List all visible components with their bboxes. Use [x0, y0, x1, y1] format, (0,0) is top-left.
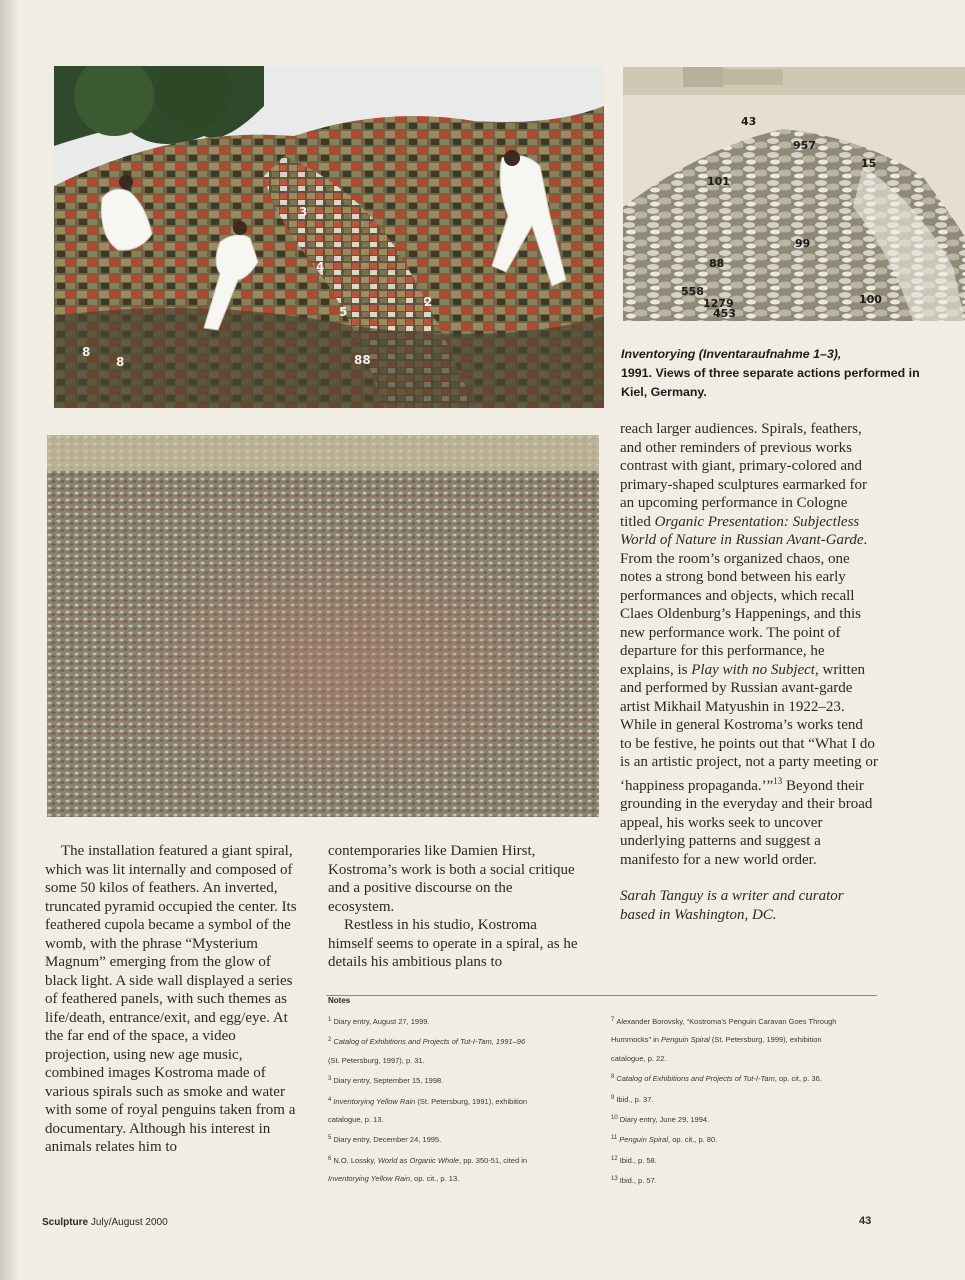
photo-painted-number: 4 [316, 260, 325, 274]
photo-painted-number: 957 [793, 139, 816, 152]
notes-list-left [328, 1011, 593, 1189]
note-text: Alexander Borovsky, “Kostroma’s Penguin Caravan Goes Through [616, 1017, 837, 1026]
note-text: Diary entry, August 27, 1999. [333, 1017, 430, 1026]
photo-painted-number: 88 [354, 353, 371, 367]
note-text: (St. Petersburg, 1991), exhibition [415, 1096, 528, 1106]
photo-numbered-rubble-pile [623, 67, 965, 321]
photo-painted-number: 2 [424, 295, 433, 309]
note-line [611, 1050, 881, 1068]
note-line [328, 1011, 593, 1031]
column-1-paragraph: The installation featured a giant spiral, which was lit internally and composed of some 50 kilos of feathers. An inverted, truncated pyramid occupied the center. Its feathered cupola became a symbol of the womb, with the phrase “Mysterium Magnum” emerging from the glow of black light. A side wall displayed a series of feathered panels, with such themes as life/death, entrance/exit, and egg/eye. At the far end of the space, a video projection, using new age music, combined images Kostroma made of various spirals such as smoke and water with some of royal penguins taken from a documentary. Although his interest in animals relates him to [45, 843, 297, 1155]
article-column-3 [620, 420, 878, 924]
note-line [611, 1109, 881, 1129]
note-line [328, 1091, 593, 1111]
page-footer [42, 1217, 168, 1228]
note-line [611, 1170, 881, 1190]
note-text: World as Organic Whole [377, 1155, 460, 1165]
note-number: 9 [611, 1094, 615, 1101]
article-column-1 [45, 842, 303, 1157]
note-line [611, 1031, 881, 1049]
note-line [328, 1129, 593, 1149]
note-text: Diary entry, June 29, 1994. [619, 1115, 710, 1125]
note-text: , pp. 350-51, cited in [459, 1155, 528, 1165]
note-text: Diary entry, December 24, 1995. [333, 1135, 442, 1145]
magazine-name: Sculpture [42, 1217, 89, 1228]
note-number: 1 [328, 1017, 332, 1023]
notes-list-right [611, 1011, 881, 1191]
photo-painted-number: 100 [859, 293, 882, 306]
photo-painted-number: 101 [707, 175, 730, 188]
photo-painted-number: 99 [795, 237, 811, 250]
column-3-paragraph [620, 420, 878, 869]
page-number: 43 [859, 1215, 872, 1227]
notes-heading: Notes [328, 996, 351, 1005]
column-2-paragraph-1: contemporaries like Damien Hirst, Kostroma’s work is both a social critique and a positive discourse on the ecosystem. [328, 843, 575, 915]
photo-painted-number: 15 [861, 157, 877, 170]
note-number: 13 [611, 1176, 618, 1183]
note-text: Diary entry, September 15, 1998. [333, 1076, 444, 1086]
note-number: 2 [328, 1037, 332, 1044]
footnote-ref-13: 13 [773, 775, 783, 786]
article-column-2 [328, 842, 580, 972]
note-text: Catalog of Exhibitions and Projects of Tut-I-Tam, 1991–96 [333, 1037, 526, 1047]
col3-text-a: reach larger audiences. Spirals, feathers, and other reminders of previous works contrast with giant, primary-colored and primary-shaped sculptures earmarked for an upcoming performance in Cologne titled [620, 421, 867, 530]
photo-caption [621, 345, 921, 402]
col3-text-b: . From the room’s organized chaos, one notes a strong bond between his early performances and objects, which recall Claes Oldenburg’s Happenings, and this new performance work. The point of departure for this performance, he explains, is [620, 532, 868, 678]
col3-work-title-2: Play with no Subject [691, 661, 815, 678]
photo-painted-number: 88 [709, 257, 725, 270]
note-number: 5 [328, 1135, 332, 1142]
photo-painted-number: 8 [116, 355, 125, 369]
col3-work-title-1: Organic Presentation: Subjectless World of Nature in Russian Avant-Garde [620, 513, 864, 548]
author-bio: Sarah Tanguy is a writer and curator based in Washington, DC. [620, 888, 844, 923]
col3-text-d: Beyond their grounding in the everyday and their broad appeal, his works seek to uncover underlying patterns and suggest a manifesto for a new world order. [620, 777, 873, 868]
note-text: Ibid., p. 37. [616, 1094, 654, 1104]
note-text: N.O. Lossky, [333, 1155, 378, 1165]
note-number: 10 [611, 1115, 618, 1122]
note-line [328, 1031, 593, 1051]
col3-text-c: , written and performed by Russian avant-garde artist Mikhail Matyushin in 1922–23. While in general Kostroma’s works tend to be festive, he points out that “What I do is an artistic project, not a party meeting or ‘happiness propaganda.’” [620, 661, 878, 794]
notes-divider [326, 995, 877, 996]
page-gutter-shadow [0, 0, 18, 1280]
note-text: Inventorying Yellow Rain [333, 1096, 416, 1106]
note-number: 8 [611, 1074, 615, 1081]
note-number: 11 [611, 1135, 618, 1142]
note-line [611, 1011, 881, 1031]
note-line [328, 1170, 593, 1188]
note-line [328, 1150, 593, 1170]
note-line [611, 1068, 881, 1088]
note-text: Inventorying Yellow Rain [328, 1174, 410, 1184]
note-text: catalogue, p. 22. [611, 1053, 667, 1063]
note-text: Catalog of Exhibitions and Projects of Tut-I-Tam [616, 1074, 775, 1084]
photo-painted-number: 3 [299, 205, 308, 219]
note-number: 7 [611, 1017, 615, 1023]
note-number: 12 [611, 1155, 618, 1162]
caption-details: 1991. Views of three separate actions performed in Kiel, Germany. [621, 366, 920, 399]
photo-painted-number: 453 [713, 307, 736, 320]
issue-date: July/August 2000 [90, 1217, 168, 1228]
photo-painted-number: 8 [82, 345, 91, 359]
caption-artwork-title: Inventorying (Inventaraufnahme 1–3), [621, 347, 842, 361]
note-line [611, 1150, 881, 1170]
note-text: Ibid., p. 57. [619, 1176, 657, 1186]
note-line [328, 1111, 593, 1129]
note-number: 3 [328, 1076, 332, 1083]
note-text: , op. cit., p. 13. [410, 1174, 460, 1184]
note-line [611, 1129, 881, 1149]
note-text: (St. Petersburg, 1997), p. 31. [328, 1055, 425, 1065]
note-number: 4 [328, 1096, 332, 1103]
note-text: (St. Petersburg, 1999), exhibition [709, 1035, 822, 1045]
column-2-paragraph-2: Restless in his studio, Kostroma himself seems to operate in a spiral, as he details his ambitious plans to [328, 917, 578, 970]
note-text: , op. cit, p. 36. [774, 1074, 822, 1084]
photo-painted-number: 43 [741, 115, 757, 128]
note-line [328, 1070, 593, 1090]
note-number: 6 [328, 1155, 332, 1162]
photo-brick-pile-performers [54, 66, 604, 408]
note-text: , op. cit., p. 80. [668, 1135, 718, 1145]
note-text: Hummocks” in [611, 1035, 662, 1045]
note-line [611, 1089, 881, 1109]
note-text: Penguin Spiral [661, 1035, 710, 1045]
note-text: Penguin Spiral [619, 1135, 669, 1145]
photo-gravel-field [47, 435, 599, 817]
photo-painted-number: 5 [339, 305, 348, 319]
note-line [328, 1052, 593, 1070]
note-text: catalogue, p. 13. [328, 1115, 384, 1125]
photo-painted-number: 558 [681, 285, 704, 298]
photo-painted-number: 1279 [703, 297, 734, 310]
note-text: Ibid., p. 58. [619, 1155, 657, 1165]
